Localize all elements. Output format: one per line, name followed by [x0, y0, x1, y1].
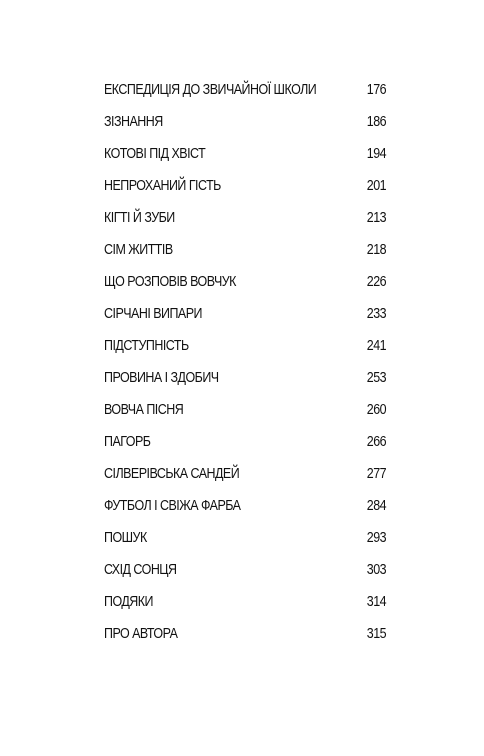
- toc-entry-page: 314: [366, 594, 387, 610]
- toc-entry: [104, 202, 386, 234]
- toc-entry: [104, 522, 386, 554]
- toc-entry: [104, 138, 386, 170]
- toc-entry-title: ПРО АВТОРА: [104, 626, 178, 642]
- toc-entry-page: 194: [366, 146, 387, 162]
- toc-entry-title: СІЛВЕРІВСЬКА САНДЕЙ: [104, 466, 240, 482]
- toc-entry: [104, 586, 386, 618]
- toc-entry-page: 176: [366, 82, 387, 98]
- toc-entry-page: 303: [366, 562, 387, 578]
- toc-entry-title: НЕПРОХАНИЙ ГІСТЬ: [104, 178, 221, 194]
- toc-entry-page: 266: [366, 434, 387, 450]
- toc-entry-title: ПОДЯКИ: [104, 594, 153, 610]
- toc-entry: [104, 234, 386, 266]
- toc-entry-page: 186: [366, 114, 387, 130]
- toc-entry-title: ПОШУК: [104, 530, 147, 546]
- toc-entry-title: КОТОВІ ПІД ХВІСТ: [104, 146, 206, 162]
- toc-entry-title: СІРЧАНІ ВИПАРИ: [104, 306, 202, 322]
- toc-entry-title: КІГТІ Й ЗУБИ: [104, 210, 175, 226]
- toc-entry-page: 253: [366, 370, 387, 386]
- toc-entry-title: СХІД СОНЦЯ: [104, 562, 177, 578]
- toc-entry: [104, 266, 386, 298]
- toc-entry: [104, 426, 386, 458]
- toc-entry-title: ЩО РОЗПОВІВ ВОВЧУК: [104, 274, 236, 290]
- toc-entry: [104, 74, 386, 106]
- toc-entry-page: 277: [366, 466, 387, 482]
- toc-entry-page: 241: [366, 338, 387, 354]
- toc-entry-page: 218: [366, 242, 387, 258]
- toc-entry-title: ПІДСТУПНІСТЬ: [104, 338, 189, 354]
- toc-entry-page: 233: [366, 306, 387, 322]
- toc-entry: [104, 298, 386, 330]
- toc-entry-page: 201: [366, 178, 387, 194]
- toc-entry-title: ПРОВИНА І ЗДОБИЧ: [104, 370, 219, 386]
- toc-entry-title: СІМ ЖИТТІВ: [104, 242, 173, 258]
- toc-entry-page: 213: [366, 210, 387, 226]
- toc-entry: [104, 170, 386, 202]
- toc-entry-title: ФУТБОЛ І СВІЖА ФАРБА: [104, 498, 241, 514]
- toc-entry-title: ПАГОРБ: [104, 434, 151, 450]
- toc-entry: [104, 362, 386, 394]
- table-of-contents: [104, 74, 386, 650]
- toc-entry-page: 226: [366, 274, 387, 290]
- toc-entry-page: 315: [366, 626, 387, 642]
- toc-entry: [104, 330, 386, 362]
- toc-entry: [104, 554, 386, 586]
- toc-entry-title: ЕКСПЕДИЦІЯ ДО ЗВИЧАЙНОЇ ШКОЛИ: [104, 82, 317, 98]
- toc-entry-page: 284: [366, 498, 387, 514]
- toc-entry: [104, 458, 386, 490]
- toc-entry: [104, 490, 386, 522]
- toc-entry-page: 293: [366, 530, 387, 546]
- toc-entry-title: ВОВЧА ПІСНЯ: [104, 402, 184, 418]
- toc-entry-page: 260: [366, 402, 387, 418]
- toc-entry: [104, 106, 386, 138]
- toc-entry: [104, 618, 386, 650]
- toc-entry-title: ЗІЗНАННЯ: [104, 114, 163, 130]
- toc-entry: [104, 394, 386, 426]
